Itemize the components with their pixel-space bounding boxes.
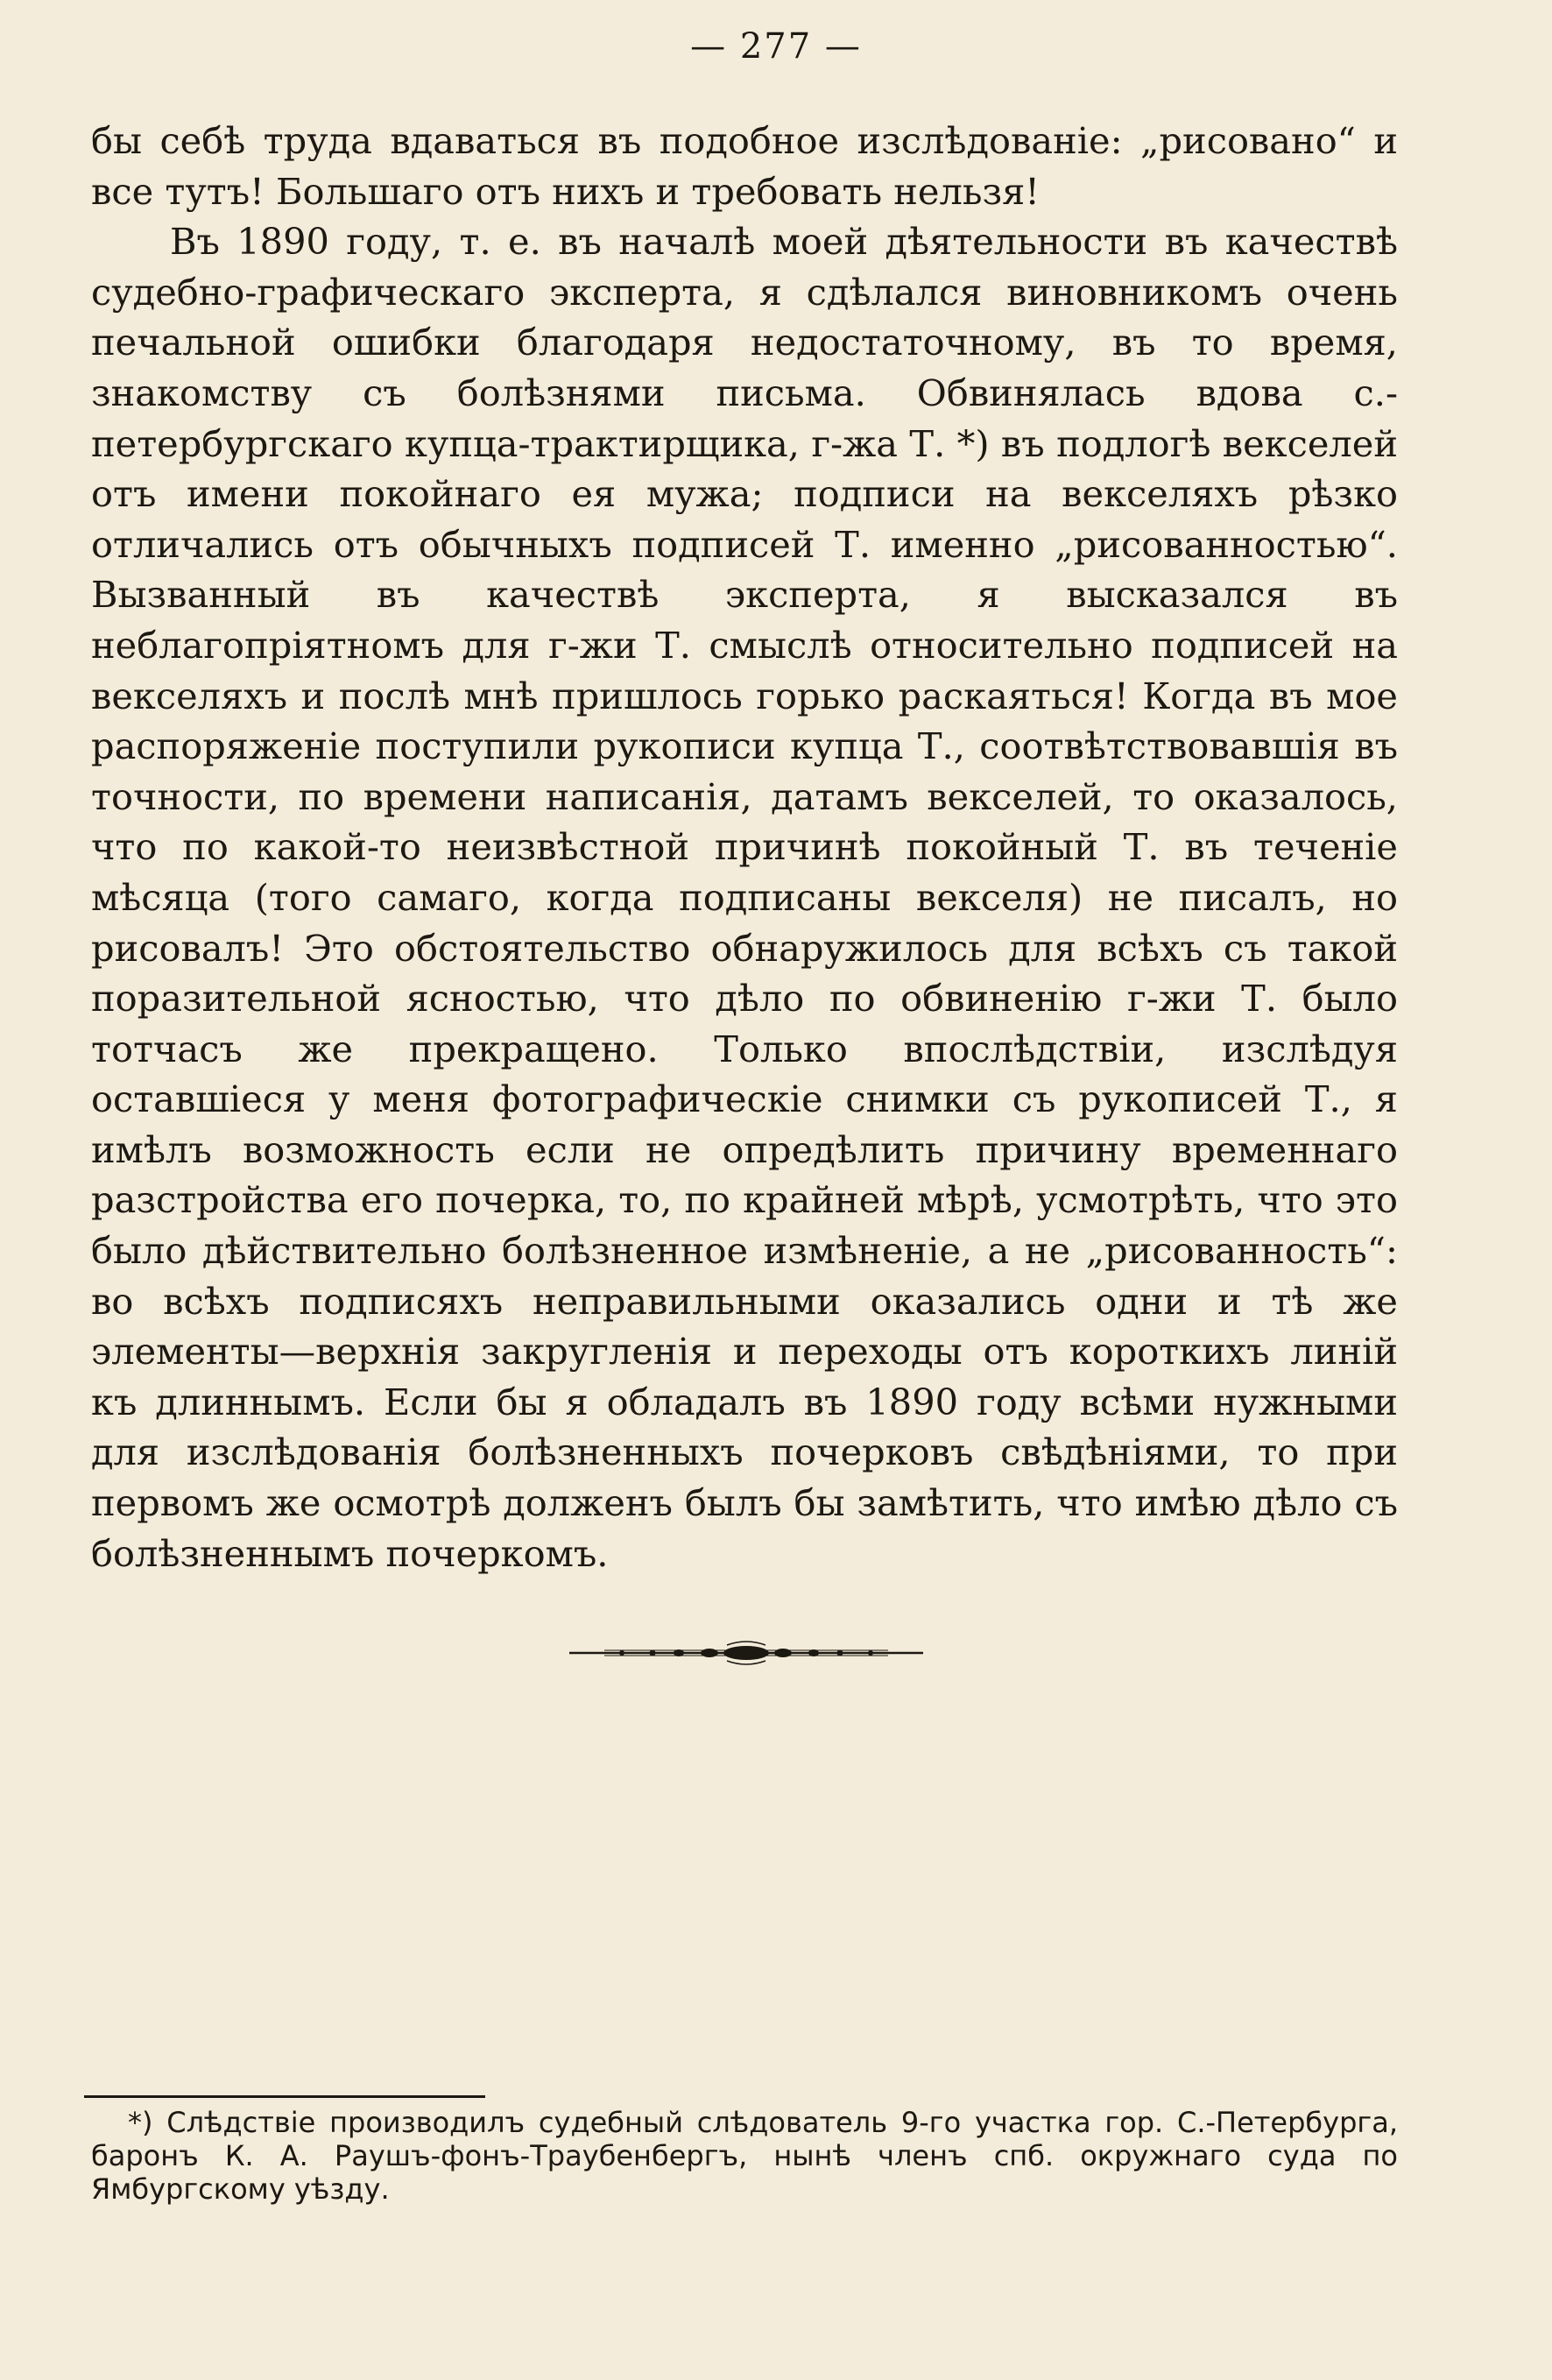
page-number: — 277 — [690, 26, 862, 67]
footnote-rule [84, 2095, 485, 2098]
footnote: *) Слѣдствіе производилъ судебный слѣдователь 9-го участка гор. С.-Петербурга, баронъ К. А. Раушъ-фонъ-Траубенбергъ, нынѣ членъ спб. окружнаго суда по Ямбургскому уѣзду. [91, 2106, 1398, 2206]
paragraph-continuation: бы себѣ труда вдаваться въ подобное изслѣдованіе: „рисовано“ и все тутъ! Большаго отъ нихъ и требовать нельзя! [91, 119, 1398, 213]
ornament-divider [569, 1640, 923, 1666]
main-text [91, 116, 1398, 1578]
paragraph-main: Въ 1890 году, т. е. въ началѣ моей дѣятельности въ качествѣ судебно-графическаго эксперта, я сдѣлался виновникомъ очень печальной ошибки благодаря недостаточному, въ то время, знакомству съ болѣзнями письма. Обвинялась вдова с.-петербургскаго купца-трактирщика, г-жа Т. *) въ подлогѣ векселей отъ имени покойнаго ея мужа; подписи на векселяхъ рѣзко отличались отъ обычныхъ подписей Т. именно „рисованностью“. Вызванный въ качествѣ эксперта, я высказался въ неблагопріятномъ для г-жи Т. смыслѣ относительно подписей на векселяхъ и послѣ мнѣ пришлось горько раскаяться! Когда въ мое распоряженіе поступили рукописи купца Т., соотвѣтствовавшія въ точности, по времени написанія, датамъ векселей, то оказалось, что по какой-то неизвѣстной причинѣ покойный Т. въ теченіе мѣсяца (того самаго, когда подписаны векселя) не писалъ, но рисовалъ! Это обстоятельство обнаружилось для всѣхъ съ такой поразительной ясностью, что дѣло по обвиненію г-жи Т. было тотчасъ же прекращено. Только впослѣдствіи, изслѣдуя оставшіеся у меня фотографическіе снимки съ рукописей Т., я имѣлъ возможность если не опредѣлить причину временнаго разстройства его почерка, то, по крайней мѣрѣ, усмотрѣть, что это было дѣйствительно болѣзненное измѣненіе, а не „рисованность“: во всѣхъ подписяхъ неправильными оказались одни и тѣ же элементы—верхнія закругленія и переходы отъ короткихъ линій къ длиннымъ. Если бы я обладалъ въ 1890 году всѣми нужными для изслѣдованія болѣзненныхъ почерковъ свѣдѣніями, то при первомъ же осмотрѣ долженъ былъ бы замѣтить, что имѣю дѣло съ болѣзненнымъ почеркомъ. [91, 220, 1398, 1575]
